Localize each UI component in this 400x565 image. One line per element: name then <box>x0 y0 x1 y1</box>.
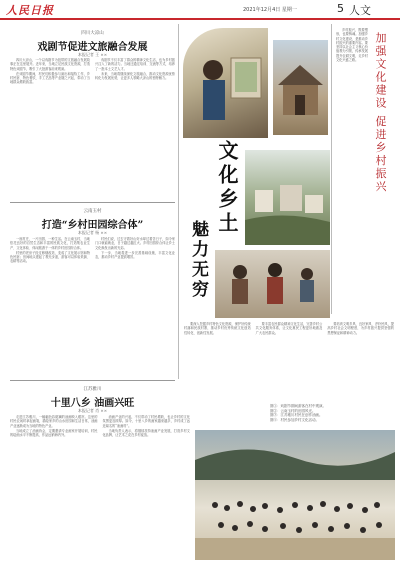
column-divider <box>178 24 179 379</box>
article-2-body <box>10 237 175 377</box>
article-2-kicker: 云南玉村 <box>83 209 102 214</box>
article-2-byline: 本报记者 杨 ×× <box>77 230 108 235</box>
painter-illustration <box>183 28 268 138</box>
article-3-kicker: 江苏雅川 <box>83 387 102 392</box>
paragraph: 村里的老房子经过修缮改造，变成了文化展示馆和特色民宿；田间地头建起了观光步道，游客可以体验采摘、农耕等活动。 <box>10 250 90 264</box>
photo-village-landscape <box>245 150 330 245</box>
article-1-byline: 本报记者 王 ×× <box>77 52 108 57</box>
page-number: 5 <box>337 2 344 15</box>
photo-outdoor-performance <box>195 430 395 560</box>
crowd-illustration <box>195 430 395 560</box>
paragraph: 油画产业的兴起，不仅带动了村民增收，也让乡村的文化氛围更加浓厚。如今，十里八乡的画家越来越多，乡村成了远近闻名的“油画村”。 <box>102 415 190 428</box>
paragraph: 村民们说，过去守着好山好水却过着苦日子，如今家门口就能就业，日子越过越红火。乡村田园综合体让乡土文化焕发出新的光彩。 <box>95 237 175 250</box>
dateline: 2021年12月4日 星期一 <box>243 7 297 13</box>
photo-reading-villagers <box>215 250 330 318</box>
paragraph: 在戏剧节期间，村民们积极参与演出和接待工作，乡村民宿、特色餐饮、手工艺品等产业随之兴起，带动了当地群众增收致富。 <box>10 71 90 85</box>
caption-line: 图②：云南玉村的田园风光。 <box>270 408 316 413</box>
feature-title-line-2: 魅力无穷 <box>188 220 208 300</box>
article-1-headline: 戏剧节促进文旅融合发展 <box>37 42 148 53</box>
commentary-body-narrow <box>336 28 368 308</box>
paragraph: 当地成立了油画协会，定期邀请专业画家开展培训，村民的绘画水平不断提高，作品远销海内外。 <box>10 428 98 438</box>
paragraph: 四川大凉山，一个以戏剧节为纽带的文旅融合发展故事正在这里展开。近年来，当地立足民族文化资源，打造特色戏剧节，吸引了大批游客前来观演。 <box>10 58 90 71</box>
caption-line: 图③：江苏雅川村民在创作油画。 <box>270 413 323 417</box>
paragraph: 下一步，当地将进一步完善基础设施，丰富文化业态，推动乡村产业提质增效。 <box>95 250 175 260</box>
paragraph: 走进江苏雅川，一幅幅色彩斑斓的油画映入眼帘。这里的村民农闲时拿起画笔，描绘家乡的山水田园和生活日常，油画产业逐渐成为当地的特色产业。 <box>10 415 98 428</box>
photo-painter <box>183 28 268 138</box>
article-3-byline: 本报记者 肖 ×× <box>77 408 108 413</box>
article-1-kicker: 四川大凉山 <box>81 31 104 36</box>
newspaper-logo: 人民日报 <box>6 4 54 17</box>
article-3-body <box>10 415 190 560</box>
landscape-illustration <box>245 150 330 245</box>
section-name: 人文 <box>349 4 371 17</box>
caption-line: 图①：戏剧节期间游客在村中观演。 <box>270 404 326 408</box>
caption-line: 图④：村民参加乡村文化活动。 <box>270 417 319 422</box>
article-1-body <box>10 58 175 200</box>
architecture-illustration <box>273 40 328 135</box>
paragraph: 要丰富农民群众精神文化生活，完善乡村公共文化服务体系，让文化惠民工程更好地惠及广大农民群众。 <box>255 322 323 335</box>
article-separator <box>10 380 175 381</box>
column-divider <box>331 24 332 314</box>
paragraph: 一座村庄，一片田园，一种生活。在云南玉村，当地依托良好的自然生态和丰富的民族文化，打造集农业生产、文化体验、休闲旅游于一体的乡村田园综合体。 <box>10 237 90 250</box>
article-2-headline: 打造“乡村田园综合体” <box>41 220 144 231</box>
paragraph: 要深入挖掘乡村特色文化资源，保护好传统村落和民族村寨，推动乡村优秀传统文化创造性转化、创新性发展。 <box>184 322 251 335</box>
paragraph: 乡村振兴，既要塑形，也要铸魂。加强乡村文化建设，是推动乡村振兴的重要内容。要坚持以社会主义核心价值观为引领，传承发展提升农耕文明，走乡村文化兴盛之路。 <box>336 28 368 63</box>
paragraph: 要培育文明乡风、良好家风、淳朴民风，提高乡村社会文明程度，为乡村振兴提供坚强的思想保证和精神动力。 <box>327 322 394 335</box>
paragraph: 未来，当地将继续深化文旅融合，推动文化资源优势转化为发展优势，让更多人领略大凉山的独特魅力。 <box>95 71 175 81</box>
paragraph: 戏剧节不仅丰富了群众的精神文化生活，也为乡村振兴注入了新的活力。当地还通过培训、交流等方式，培养了一批本土文艺人才。 <box>95 58 175 71</box>
article-separator <box>10 202 175 203</box>
commentary-body <box>184 322 394 402</box>
paragraph: 当地负责人表示，将继续扶持油画产业发展，打造乡村文化品牌，让艺术之花在乡村绽放。 <box>102 428 190 438</box>
article-3-headline: 十里八乡 油画兴旺 <box>50 398 135 409</box>
reading-illustration <box>215 250 330 318</box>
photo-caption <box>270 404 390 422</box>
commentary-title: 加强文化建设 促进乡村振兴 <box>374 32 387 194</box>
feature-title-line-1: 文化乡土 <box>215 140 239 236</box>
photo-village-architecture <box>273 40 328 135</box>
